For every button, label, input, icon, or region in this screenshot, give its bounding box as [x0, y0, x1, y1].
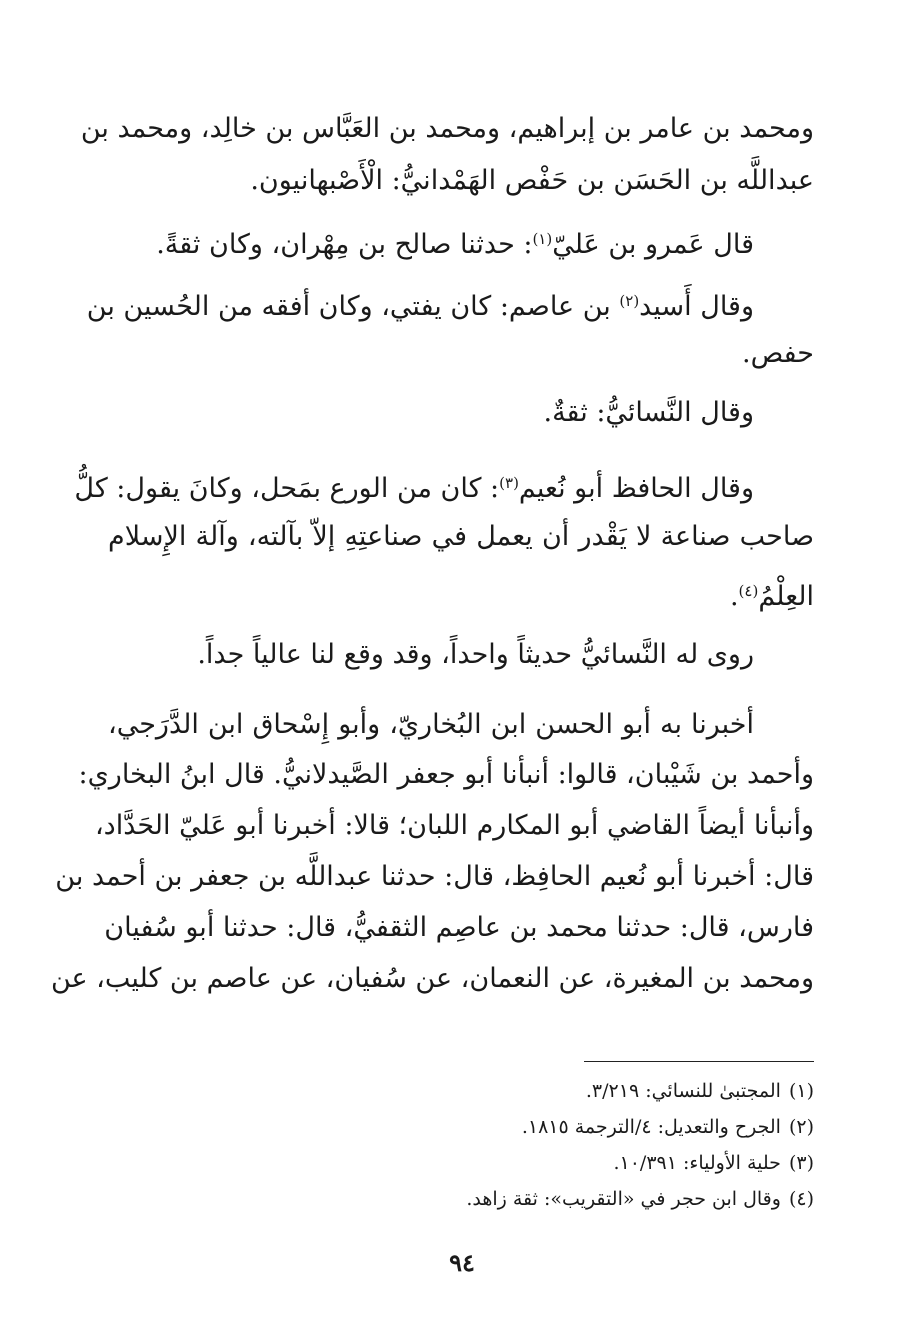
footnote-2-text: الجرح والتعديل: ٤/الترجمة ١٨١٥.	[521, 1116, 781, 1138]
paragraph-5-rest: : كان من الورع بمَحل، وكانَ يقول: كلُّ	[74, 473, 500, 504]
footnote-4	[108, 1184, 814, 1214]
footnote-4-number: (٤)	[788, 1188, 814, 1210]
paragraph-5-line-1	[74, 460, 754, 512]
paragraph-3-rest: بن عاصم: كان يفتي، وكان أفقه من الحُسين بن	[86, 291, 620, 322]
paragraph-2	[108, 216, 754, 268]
footnote-2	[108, 1112, 814, 1142]
paragraph-3-line-2: حفص.	[741, 338, 814, 369]
paragraph-4: وقال النَّسائيُّ: ثقةٌ.	[543, 397, 754, 428]
paragraph-7-line-5: فارس، قال: حدثنا محمد بن عاصِم الثقفيُّ، قال: حدثنا أبو سُفيان	[104, 912, 814, 943]
paragraph-3-line-1	[86, 278, 754, 330]
paragraph-1-line-2: عبداللَّه بن الحَسَن بن حَفْص الهَمْدانيُّ: الْأَصْبهانيون.	[250, 165, 814, 196]
footnote-2-number: (٢)	[788, 1116, 814, 1138]
footnote-separator	[584, 1061, 814, 1062]
paragraph-2-text: قال عَمرو بن عَليّ	[552, 229, 754, 260]
paragraph-3-text: وقال أَسيد	[639, 291, 754, 322]
footnote-ref-1: (١)	[532, 230, 553, 248]
footnote-1-text: المجتبىٰ للنسائي: ٣/٢١٩.	[585, 1080, 781, 1102]
footnote-ref-3: (٣)	[499, 474, 519, 492]
footnote-1-number: (١)	[788, 1080, 814, 1102]
paragraph-7-line-1: أخبرنا به أبو الحسن ابن البُخاريّ، وأبو إِسْحاق ابن الدَّرَجي،	[108, 709, 754, 740]
paragraph-5-line-2: صاحب صناعة لا يَقْدر أن يعمل في صناعتِهِ إلاّ بآلته، وآلة الإِسلام	[108, 521, 814, 552]
paragraph-2-rest: : حدثنا صالح بن مِهْران، وكان ثقةً.	[156, 229, 533, 260]
paragraph-5-line-3-end: .	[729, 581, 739, 612]
paragraph-5-line-3-text: العِلْمُ	[758, 581, 814, 612]
footnote-3-number: (٣)	[788, 1152, 814, 1174]
footnote-ref-2: (٢)	[619, 292, 640, 310]
paragraph-1-line-1: ومحمد بن عامر بن إبراهيم، ومحمد بن العَبَّاس بن خالِد، ومحمد بن	[80, 113, 814, 144]
footnote-ref-4: (٤)	[738, 582, 759, 600]
paragraph-7-line-2: وأحمد بن شَيْبان، قالوا: أنبأنا أبو جعفر الصَّيدلانيُّ. قال ابنُ البخاري:	[78, 759, 814, 790]
paragraph-6: روى له النَّسائيُّ حديثاً واحداً، وقد وقع لنا عالياً جداً.	[197, 639, 754, 670]
paragraph-5-text: وقال الحافظ أبو نُعيم	[518, 473, 754, 504]
paragraph-7-line-6: ومحمد بن المغيرة، عن النعمان، عن سُفيان، عن عاصم بن كليب، عن	[50, 963, 814, 994]
page-number: ٩٤	[449, 1248, 475, 1277]
footnote-1	[108, 1076, 814, 1106]
paragraph-5-line-3	[108, 568, 814, 620]
footnote-3-text: حلية الأولياء: ١٠/٣٩١.	[613, 1152, 781, 1174]
paragraph-7-line-3: وأنبأنا أيضاً القاضي أبو المكارم اللبان؛ قالا: أخبرنا أبو عَليّ الحَدَّاد،	[94, 810, 814, 841]
footnote-3	[108, 1148, 814, 1178]
footnote-4-text: وقال ابن حجر في «التقريب»: ثقة زاهد.	[466, 1188, 781, 1210]
paragraph-7-line-4: قال: أخبرنا أبو نُعيم الحافِظ، قال: حدثنا عبداللَّه بن جعفر بن أحمد بن	[55, 861, 814, 892]
